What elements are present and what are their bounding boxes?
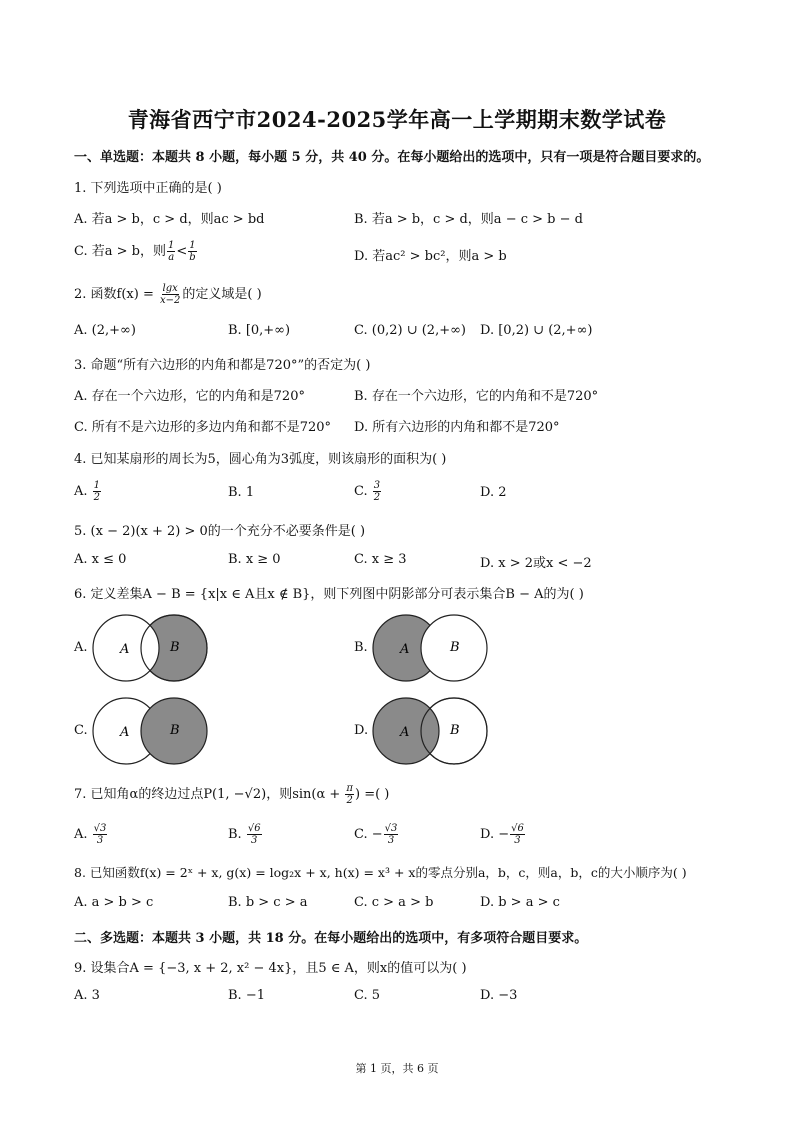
question-7-option-c	[354, 823, 399, 846]
question-8-option-d: D. b > a > c	[480, 895, 560, 910]
question-2-option-c: C. (0,2) ∪ (2,+∞)	[354, 323, 466, 338]
question-9-stem: 9. 设集合A = {−3, x + 2, x² − 4x}，且5 ∈ A，则x的值可以为( )	[74, 961, 467, 976]
numerator: lgx	[162, 283, 178, 294]
fraction	[373, 480, 381, 503]
question-2-option-a: A. (2,+∞)	[74, 323, 136, 338]
question-8-option-a: A. a > b > c	[74, 895, 154, 910]
numerator: 3	[373, 480, 381, 491]
denominator: 3	[387, 835, 395, 846]
stem-text: 7. 已知角α的终边过点P(1, −√2)，则sin(α +	[74, 787, 345, 802]
question-9-option-d: D. −3	[480, 988, 518, 1003]
question-4-option-b: B. 1	[228, 485, 255, 500]
venn-diagram-b	[370, 610, 490, 686]
denominator: 3	[251, 835, 258, 846]
set-a-label: A	[120, 725, 130, 740]
numerator: 1	[93, 480, 101, 491]
fraction	[159, 283, 181, 306]
question-7-option-b	[228, 823, 263, 846]
fraction	[188, 240, 196, 263]
question-1-option-c	[74, 240, 198, 263]
venn-diagram-a	[90, 610, 210, 686]
denominator: 3	[514, 835, 521, 846]
denominator: 2	[346, 795, 353, 806]
question-4-stem: 4. 已知某扇形的周长为5，圆心角为3弧度，则该扇形的面积为( )	[74, 452, 447, 467]
question-2-option-d: D. [0,2) ∪ (2,+∞)	[480, 323, 593, 338]
question-8-option-b: B. b > c > a	[228, 895, 308, 910]
question-1-option-a: A. 若a > b，c > d，则ac > bd	[74, 212, 265, 227]
fraction	[510, 823, 525, 846]
question-3-option-d: D. 所有六边形的内角和都不是720°	[354, 420, 560, 435]
denominator: 2	[93, 492, 101, 503]
question-1-stem: 1. 下列选项中正确的是( )	[74, 181, 222, 196]
question-6-option-b-label: B.	[354, 640, 368, 655]
section-2-heading: 二、多选题：本题共 3 小题，共 18 分。在每小题给出的选项中，有多项符合题目要求。	[74, 931, 588, 946]
option-label: A.	[74, 484, 92, 499]
question-1-option-d: D. 若ac² > bc²，则a > b	[354, 249, 507, 264]
question-5-stem: 5. (x − 2)(x + 2) > 0的一个充分不必要条件是( )	[74, 524, 366, 539]
question-2-stem	[74, 283, 262, 306]
question-3-option-c: C. 所有不是六边形的多边内角和都不是720°	[74, 420, 332, 435]
option-label: C. −	[354, 827, 383, 842]
numerator: 1	[189, 240, 196, 251]
section-1-heading: 一、单选题：本题共 8 小题，每小题 5 分，共 40 分。在每小题给出的选项中，只有一项是符合题目要求的。	[74, 150, 710, 165]
numerator: √6	[511, 823, 524, 834]
question-7-option-a	[74, 823, 108, 846]
set-a-label: A	[120, 642, 130, 657]
option-label: C.	[354, 484, 372, 499]
question-6-option-c-label: C.	[74, 723, 88, 738]
set-b-label: B	[170, 640, 180, 655]
question-4-option-d: D. 2	[480, 485, 507, 500]
set-b-label: B	[170, 723, 180, 738]
question-1-option-b: B. 若a > b，c > d，则a − c > b − d	[354, 212, 583, 227]
question-6-option-d-label: D.	[354, 723, 369, 738]
question-6-stem: 6. 定义差集A − B = {x|x ∈ A且x ∉ B}，则下列图中阴影部分可表示集合B − A的为( )	[74, 587, 584, 602]
question-9-option-a: A. 3	[74, 988, 100, 1003]
numerator: √3	[384, 823, 398, 834]
question-5-option-c: C. x ≥ 3	[354, 552, 407, 567]
stem-text: 的定义域是( )	[182, 287, 262, 302]
denominator: x−2	[159, 295, 181, 306]
numerator: √3	[93, 823, 107, 834]
question-3-option-b: B. 存在一个六边形，它的内角和不是720°	[354, 389, 599, 404]
question-3-option-a: A. 存在一个六边形，它的内角和是720°	[74, 389, 305, 404]
question-5-option-d: D. x > 2或x < −2	[480, 556, 592, 571]
fraction	[93, 480, 101, 503]
question-5-option-b: B. x ≥ 0	[228, 552, 281, 567]
question-7-option-d	[480, 823, 526, 846]
question-8-stem: 8. 已知函数f(x) = 2ˣ + x, g(x) = log₂x + x, h(x) = x³ + x的零点分别a，b，c，则a，b，c的大小顺序为( )	[74, 865, 687, 880]
question-5-option-a: A. x ≤ 0	[74, 552, 127, 567]
option-label: B.	[228, 827, 246, 842]
stem-text: ) =( )	[354, 787, 390, 802]
stem-text: 2. 函数f(x) =	[74, 287, 158, 302]
page-footer: 第 1 页，共 6 页	[355, 1062, 439, 1075]
venn-diagram-d	[370, 693, 490, 769]
question-3-stem: 3. 命题“所有六边形的内角和都是720°”的否定为( )	[74, 358, 371, 373]
question-7-stem	[74, 783, 389, 806]
denominator: 2	[373, 492, 381, 503]
page-title: 青海省西宁市2024-2025学年高一上学期期末数学试卷	[127, 107, 667, 132]
set-a-label: A	[400, 725, 410, 740]
question-6-option-a-label: A.	[74, 640, 88, 655]
option-label: D. −	[480, 827, 510, 842]
set-b-label: B	[450, 640, 460, 655]
less-than-sign: <	[176, 244, 188, 259]
question-9-option-b: B. −1	[228, 988, 265, 1003]
fraction	[345, 783, 354, 806]
venn-diagram-c	[90, 693, 210, 769]
question-4-option-a	[74, 480, 102, 503]
fraction	[247, 823, 262, 846]
question-2-option-b: B. [0,+∞)	[228, 323, 291, 338]
numerator: √6	[247, 823, 261, 834]
set-b-label: B	[450, 723, 460, 738]
numerator: π	[346, 783, 353, 794]
denominator: b	[189, 252, 196, 263]
fraction	[167, 240, 175, 263]
question-9-option-c: C. 5	[354, 988, 381, 1003]
fraction	[384, 823, 399, 846]
set-a-label: A	[400, 642, 410, 657]
option-label: A.	[74, 827, 92, 842]
question-4-option-c	[354, 480, 382, 503]
denominator: 3	[96, 835, 104, 846]
denominator: a	[168, 252, 175, 263]
option-c-text: C. 若a > b，则	[74, 244, 166, 259]
fraction	[93, 823, 108, 846]
question-8-option-c: C. c > a > b	[354, 895, 434, 910]
numerator: 1	[167, 240, 175, 251]
